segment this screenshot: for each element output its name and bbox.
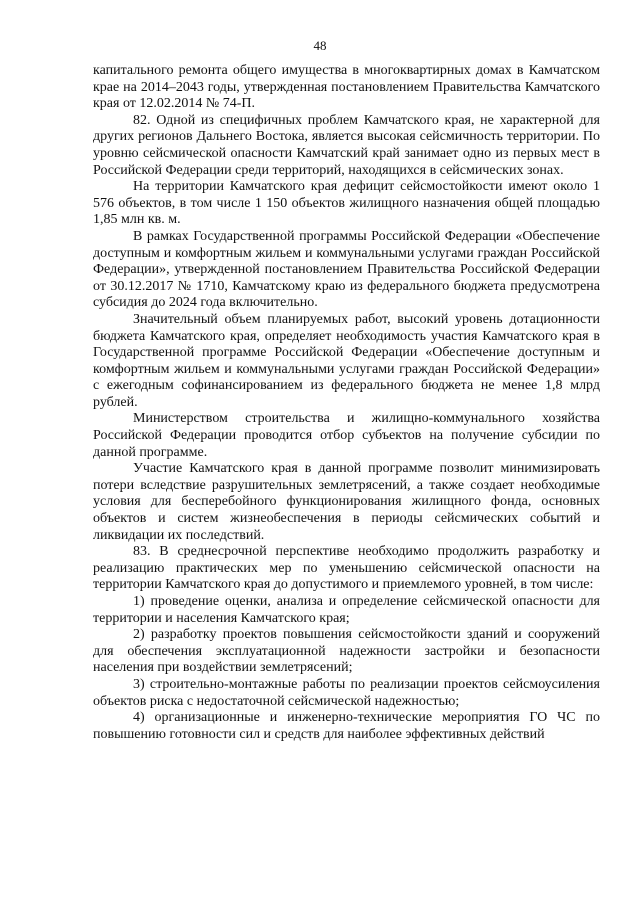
paragraph-participation-need: Значительный объем планируемых работ, высокий уровень дотационности бюджета Камчатского края, определяет необходимость участия Камчатского края в Государственной программе Российской Федерации «Обеспечение доступным и комфортным жильем и коммунальными услугами граждан Российской Федерации» с ежегодным софинансированием из федерального бюджета не менее 1,8 млрд рублей.	[93, 311, 600, 410]
paragraph-continuation: капитального ремонта общего имущества в многоквартирных домах в Камчатском крае на 2014–2043 годы, утвержденная постановлением Правительства Камчатского края от 12.02.2014 № 74-П.	[93, 63, 600, 112]
body-text	[93, 63, 600, 743]
list-item-1: 1) проведение оценки, анализа и определение сейсмической опасности для территории и населения Камчатского края;	[93, 594, 600, 626]
paragraph-ministry-selection: Министерством строительства и жилищно-коммунального хозяйства Российской Федерации проводится отбор субъектов на получение субсидии по данной программе.	[93, 411, 600, 460]
paragraph-82: 82. Одной из специфичных проблем Камчатского края, не характерной для других регионов Дальнего Востока, является высокая сейсмичность территории. По уровню сейсмической опасности Камчатский край занимает одно из первых мест в Российской Федерации среди территорий, находящихся в сейсмических зонах.	[93, 112, 600, 178]
paragraph-participation-benefits: Участие Камчатского края в данной программе позволит минимизировать потери вследствие разрушительных землетрясений, а также создает необходимые условия для бесперебойного функционирования жилищного фонда, основных объектов и систем жизнеобеспечения в периоды сейсмических событий и ликвидации их последствий.	[93, 461, 600, 543]
list-item-4: 4) организационные и инженерно-технические мероприятия ГО ЧС по повышению готовности сил и средств для наиболее эффективных действий	[93, 710, 600, 742]
list-item-2: 2) разработку проектов повышения сейсмостойкости зданий и сооружений для обеспечения эксплуатационной надежности застройки и безопасности населения при воздействии землетрясений;	[93, 627, 600, 676]
paragraph-state-program: В рамках Государственной программы Российской Федерации «Обеспечение доступным и комфортным жильем и коммунальными услугами граждан Российской Федерации», утвержденной постановлением Правительства Российской Федерации от 30.12.2017 № 1710, Камчатскому краю из федерального бюджета предусмотрена субсидия до 2024 года включительно.	[93, 228, 600, 311]
list-item-3: 3) строительно-монтажные работы по реализации проектов сейсмоусиления объектов риска с недостаточной сейсмической надежностью;	[93, 676, 600, 709]
paragraph-83: 83. В среднесрочной перспективе необходимо продолжить разработку и реализацию практических мер по уменьшению сейсмической опасности на территории Камчатского края до допустимого и приемлемого уровней, в том числе:	[93, 544, 600, 593]
page-number: 48	[313, 38, 327, 53]
paragraph-seismic-deficit: На территории Камчатского края дефицит сейсмостойкости имеют около 1 576 объектов, в том числе 1 150 объектов жилищного назначения общей площадью 1,85 млн кв. м.	[93, 179, 600, 228]
